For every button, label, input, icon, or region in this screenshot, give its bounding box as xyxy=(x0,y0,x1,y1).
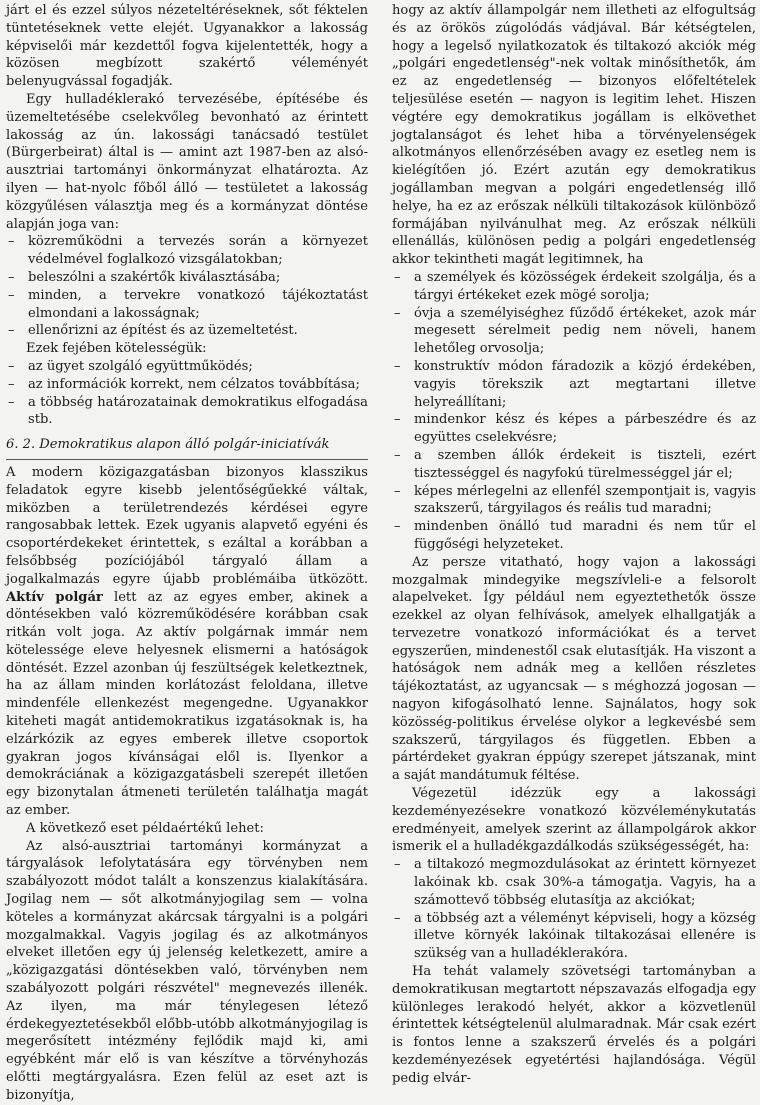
list-item: – óvja a személyiséghez fűződő értékeket, azok már megesett sérelmeit pedig nem növeli, hanem lehetőleg orvosolja; xyxy=(392,305,756,358)
list-item: – beleszólni a szakértők kiválasztásába; xyxy=(6,269,368,287)
list-item: – minden, a tervekre vonatkozó tájékoztatást elmondani a lakosságnak; xyxy=(6,287,368,323)
results-list xyxy=(392,856,756,963)
list-item: – a tiltakozó megmozdulásokat az érintett környezet lakóinak kb. csak 30%-a támogatja. Vagyis, ha a számottevő többség elutasítja az akciókat; xyxy=(392,856,756,909)
list-item: – konstruktív módon fáradozik a közjó érdekében, vagyis törekszik azt megtartani illetve helyreállítani; xyxy=(392,358,756,411)
paragraph-intro: járt el és ezzel súlyos nézeteltéréseknek, sőt féktelen tüntetéseknek vette elejét. Ugyanakkor a lakosság képviselői már kezdettől fogva kijelentették, hogy a közösen megbízott szakértő véleményét belenyugvással fogadják. xyxy=(6,3,368,90)
list-item: – a szemben állók érdekeit is tiszteli, ezért tisztességgel és nagyfokú türelmességgel jár el; xyxy=(392,447,756,483)
paragraph-modern-b: lett az az egyes ember, akinek a döntésekben való közreműködésére korábban csak ritkán volt joga. Az aktív polgárnak immár nem kötelessége eleve helyesnek elismerni a hatóságok döntését. Ezzel azonban új feszültségek keletkeztnek, ha az állam minden korlátozást feloldana, illetve mindenféle ellenkezést megengedne. Ugyanakkor kiteheti magát antidemokratikus izgatásoknak is, ha elzárkózik az egyes emberek illetve csoportok gyakran jogos kívánságai elől is. Ilyenkor a demokráciának a közigazgatásbeli szerepét illetően egy bizonytalan átmeneti területén találhatja magát az ember. xyxy=(6,589,368,819)
paragraph-continuation: hogy az aktív állampolgár nem illetheti az elfogultság és az örökös zúgolódás vádjával. Bár kétségtelen, hogy a legelső nyilatkozatok és tiltakozó akciók még „polgári engedetlenség"-nek voltak minősíthetők, ám ez az engedetlenség — bizonyos előfeltételek teljesülése esetén — nagyon is legitim lehet. Hiszen végtére egy demokratikus jogállam is elkövethet jogtalanságot és lehet hiba a törvényelenségek alkotmányos ellenőrzésében avagy ez esetleg nem is kielégítően jó. Ezért azután egy demokratikus jogállamban megvan a polgári engedetlenség illő helye, ha ez az erőszak nélküli tiltakozások különböző formájában nyilvánulhat meg. Az erőszak nélküli ellenállás, különösen pedig a polgári engedetlenség akkor tekintheti magát legitimnek, ha xyxy=(392,3,756,268)
duties-list xyxy=(6,358,368,429)
paragraph-modern-a: A modern közigazgatásban bizonyos klasszikus feladatok egyre kisebb jelentőségűekké váltak, miközben a területrendezés kérdései egyre rangosabbak lettek. Ezek ugyanis alapvető egyéni és csoportérdekeket érintettek, s ezáltal a korábban a felsőbbség pozíciójából tárgyaló állam a jogalkalmazás egyre újabb problémáiba ütközött. xyxy=(6,464,368,587)
list-item: – a személyek és közösségek érdekeit szolgálja, és a tárgyi értékeket ezek mögé sorolja; xyxy=(392,269,756,305)
paragraph-referendum: Ha tehát valamely szövetségi tartományban a demokratikusan megtartott népszavazás elfogadja egy különleges lerakodó helyét, akkor a közvetlenül érintettek kétségtelenül alulmaradnak. Már csak ezért is fontos lenne a szakszerű érvelés és a polgári kezdeményezések egyetértési hajlandósága. Végül pedig elvár- xyxy=(392,964,756,1086)
right-column xyxy=(392,2,756,1088)
paragraph-example-intro: A következő eset példaértékű lehet: xyxy=(26,820,264,836)
paragraph-duties: Ezek fejében kötelességük: xyxy=(26,341,207,357)
list-item: – ellenőrizni az építést és az üzemeltetést. xyxy=(6,322,368,340)
list-item: – a többség határozatainak demokratikus elfogadása stb. xyxy=(6,394,368,430)
list-item: – mindenkor kész és képes a párbeszédre és az együttes cselekvésre; xyxy=(392,411,756,447)
paragraph-survey: Végezetül idézzük egy a lakossági kezdeményezésekre vonatkozó közvéleménykutatás eredményeit, amelyek szerint az állampolgárok akkor ismerik el a hulladékgazdálkodás szükségességét, ha: xyxy=(392,786,756,855)
list-item: – közreműködni a tervezés során a környezet védelmével foglalkozó vizsgálatokban; xyxy=(6,233,368,269)
list-item: – az ügyet szolgáló együttműködés; xyxy=(6,358,368,376)
list-item: – képes mérlegelni az ellenfél szempontjait is, vagyis szakszerű, tárgyilagos és reális tud maradni; xyxy=(392,483,756,519)
rights-list xyxy=(6,233,368,340)
conditions-list xyxy=(392,269,756,554)
list-item: – mindenben önálló tud maradni és nem tűr el függőségi helyzeteket. xyxy=(392,518,756,554)
list-item: – a többség azt a véleményt képviseli, hogy a község illetve környék lakóinak tiltakozásai ellenére is szükség van a hulladéklerakóra. xyxy=(392,910,756,963)
section-heading: 6. 2. Demokratikus alapon álló polgár-iniciatívák xyxy=(6,436,368,460)
paragraph-lower-austria: Az alsó-ausztriai tartományi kormányzat a tárgyalások lefolytatására egy törvényben nem szabályozott módot talált a konszenzus kialakítására. Jogilag nem — sőt alkotmányjogilag sem — volna köteles a kormányzat akárcsak tárgyalni is a polgári mozgalmakkal. Vagyis jogilag és az alkotmányos elveket illetően egy új jelenség keletkezett, amire a „közigazgatási döntésekben való, törvényben nem szabályozott polgári részvétel" megnevezés illenék. Az ilyen, ma már ténylegesen létező érdekegyeztetésekből előbb-utóbb alkotmányjogilag is megerősített intézmény fejlődik majd ki, ami egyébként már elő is van készítve a törvényhozás előtti megtárgyalásra. Ezen felül az eset azt is bizonyítja, xyxy=(6,838,368,1103)
left-column xyxy=(6,2,368,1105)
paragraph-debatable: Az persze vitatható, hogy vajon a lakossági mozgalmak mindegyike megszívleli-e a felsorolt alapelveket. Így például nem egyeztethetők össze ezekkel az olyan felhívások, amelyek elhallgatják a tervezetre vonatkozó információkat és a tervet egyszerűen, mindenestől csak elutasítják. Ha viszont a hatóságok nem adnák meg a kellően részletes tájékoztatást, az ugyancsak — s méghozzá jogosan — nagyon kifogásolható lenne. Sajnálatos, hogy sok közösség-politikus érvelése olykor a legkevésbé sem szakszerű, tárgyilagos és független. Ebben a pártérdeket gyakran éppúgy szerepet játszanak, mint a saját mandátumuk féltése. xyxy=(392,554,756,784)
bold-term: Aktív polgár xyxy=(6,589,103,605)
list-item: – az információk korrekt, nem célzatos továbbítása; xyxy=(6,376,368,394)
paragraph-modern xyxy=(6,464,368,820)
paragraph-landfill: Egy hulladéklerakó tervezésébe, építésébe és üzemeltetésébe cselekvőleg bevonható az érintett lakosság az ún. lakossági tanácsadó testület (Bürgerbeirat) által is — amint azt 1987-ben az alsó-ausztriai tartományi önkormányzat elhatározta. Az ilyen — hat-nyolc főből álló — testületet a lakosság közgyűlésen választja meg és a kormányzat döntése alapján joga van: xyxy=(6,91,368,232)
